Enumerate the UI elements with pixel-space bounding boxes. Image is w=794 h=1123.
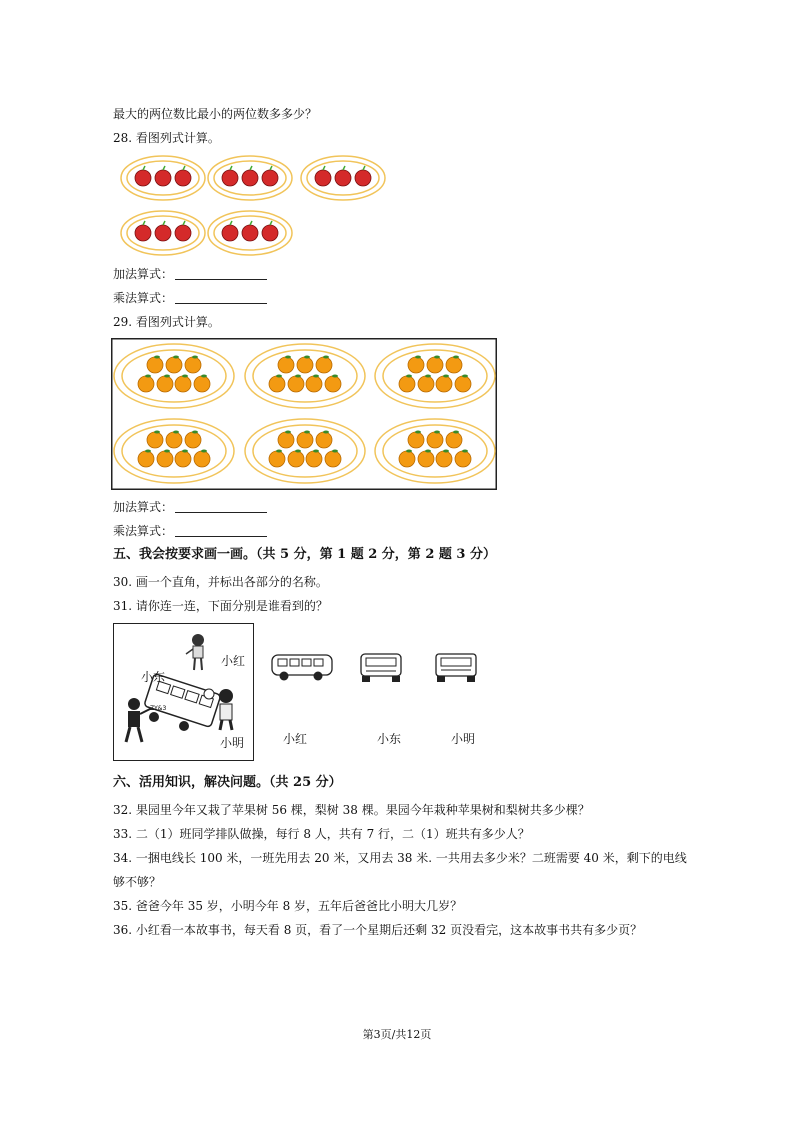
scene-label-xiaoming: 小明 <box>220 736 245 750</box>
orange-icon <box>316 357 332 373</box>
add-label: 加法算式： <box>113 267 174 281</box>
apple-figure <box>108 150 398 262</box>
apple-plate <box>121 156 205 200</box>
add-label: 加法算式： <box>113 500 174 514</box>
apple-icon <box>135 225 151 241</box>
orange-icon <box>325 451 341 467</box>
apple-icon <box>175 225 191 241</box>
orange-icon <box>175 451 191 467</box>
orange-icon <box>436 451 452 467</box>
intro-text: 最大的两位数比最小的两位数多多少？ <box>113 107 318 121</box>
bus-front-view[interactable] <box>356 651 408 685</box>
apple-icon <box>222 225 238 241</box>
orange-icon <box>185 357 201 373</box>
orange-icon <box>455 451 471 467</box>
apple-plate <box>208 156 292 200</box>
scene-label-xiaodong: 小东 <box>141 670 166 684</box>
apple-icon <box>355 170 371 186</box>
bus-rear-view[interactable] <box>432 651 482 685</box>
orange-icon <box>436 376 452 392</box>
question-31: 31. 请你连一连，下面分别是谁看到的？ <box>113 599 328 613</box>
apple-icon <box>315 170 331 186</box>
orange-icon <box>138 376 154 392</box>
apple-icon <box>335 170 351 186</box>
scene-box <box>113 623 254 761</box>
question-33: 33. 二（1）班同学排队做操，每行 8 人，共有 7 行，二（1）班共有多少人？ <box>113 827 530 841</box>
orange-icon <box>427 432 443 448</box>
view-label-xiaoming: 小明 <box>451 732 476 746</box>
orange-icon <box>147 357 163 373</box>
orange-icon <box>269 451 285 467</box>
bus-plate: ZY&3 <box>150 705 167 712</box>
orange-icon <box>288 451 304 467</box>
answer-blank[interactable] <box>175 267 267 280</box>
apple-plate <box>301 156 385 200</box>
apple-icon <box>155 170 171 186</box>
orange-plate <box>114 344 234 408</box>
orange-plate <box>114 419 234 483</box>
orange-icon <box>446 432 462 448</box>
orange-icon <box>418 376 434 392</box>
apple-icon <box>242 225 258 241</box>
orange-icon <box>278 432 294 448</box>
orange-icon <box>408 357 424 373</box>
answer-blank[interactable] <box>175 500 267 513</box>
q29-add-row <box>113 499 267 515</box>
q28-mul-row <box>113 290 267 306</box>
orange-figure <box>111 338 497 490</box>
orange-icon <box>157 376 173 392</box>
orange-icon <box>446 357 462 373</box>
question-29: 29. 看图列式计算。 <box>113 315 220 329</box>
orange-icon <box>418 451 434 467</box>
orange-plate <box>375 344 495 408</box>
orange-icon <box>288 376 304 392</box>
orange-icon <box>147 432 163 448</box>
bus-side-view[interactable] <box>270 651 336 683</box>
orange-icon <box>306 451 322 467</box>
orange-icon <box>297 432 313 448</box>
orange-icon <box>316 432 332 448</box>
question-35: 35. 爸爸今年 35 岁，小明今年 8 岁，五年后爸爸比小明大几岁？ <box>113 899 463 913</box>
apple-icon <box>242 170 258 186</box>
apple-plate <box>208 211 292 255</box>
view-label-xiaohong: 小红 <box>283 732 308 746</box>
section-5-heading: 五、我会按要求画一画。（共 5 分，第 1 题 2 分，第 2 题 3 分） <box>113 547 496 562</box>
orange-icon <box>278 357 294 373</box>
answer-blank[interactable] <box>175 291 267 304</box>
q28-add-row <box>113 266 267 282</box>
page-footer: 第3页/共12页 <box>362 1028 432 1041</box>
orange-icon <box>297 357 313 373</box>
orange-icon <box>269 376 285 392</box>
orange-icon <box>427 357 443 373</box>
orange-icon <box>185 432 201 448</box>
orange-icon <box>399 376 415 392</box>
apple-icon <box>175 170 191 186</box>
apple-icon <box>262 170 278 186</box>
question-32: 32. 果园里今年又栽了苹果树 56 棵，梨树 38 棵。果园今年栽种苹果树和梨树共多少棵？ <box>113 803 590 817</box>
mul-label: 乘法算式： <box>113 291 174 305</box>
apple-icon <box>222 170 238 186</box>
question-30: 30. 画一个直角，并标出各部分的名称。 <box>113 575 328 589</box>
orange-icon <box>166 432 182 448</box>
view-label-xiaodong: 小东 <box>377 732 402 746</box>
orange-icon <box>166 357 182 373</box>
orange-icon <box>138 451 154 467</box>
question-36: 36. 小红看一本故事书，每天看 8 页，看了一个星期后还剩 32 页没看完，这本故事书共有多少页？ <box>113 923 643 937</box>
section-6-heading: 六、活用知识，解决问题。（共 25 分） <box>113 775 342 790</box>
orange-plate <box>375 419 495 483</box>
apple-icon <box>262 225 278 241</box>
orange-icon <box>399 451 415 467</box>
orange-plate <box>245 344 365 408</box>
orange-icon <box>194 376 210 392</box>
apple-icon <box>135 170 151 186</box>
orange-icon <box>157 451 173 467</box>
orange-icon <box>455 376 471 392</box>
scene-label-xiaohong: 小红 <box>221 654 246 668</box>
apple-plate <box>121 211 205 255</box>
question-34-line2: 够不够？ <box>113 875 162 889</box>
apple-icon <box>155 225 171 241</box>
orange-icon <box>194 451 210 467</box>
orange-icon <box>408 432 424 448</box>
orange-icon <box>325 376 341 392</box>
question-28: 28. 看图列式计算。 <box>113 131 220 145</box>
q29-mul-row <box>113 523 267 539</box>
question-34-line1: 34. 一捆电线长 100 米，一班先用去 20 米，又用去 38 米. 一共用去多少米？二班需要 40 米，剩下的电线 <box>113 851 687 865</box>
orange-plate <box>245 419 365 483</box>
orange-icon <box>175 376 191 392</box>
mul-label: 乘法算式： <box>113 524 174 538</box>
orange-icon <box>306 376 322 392</box>
answer-blank[interactable] <box>175 524 267 537</box>
